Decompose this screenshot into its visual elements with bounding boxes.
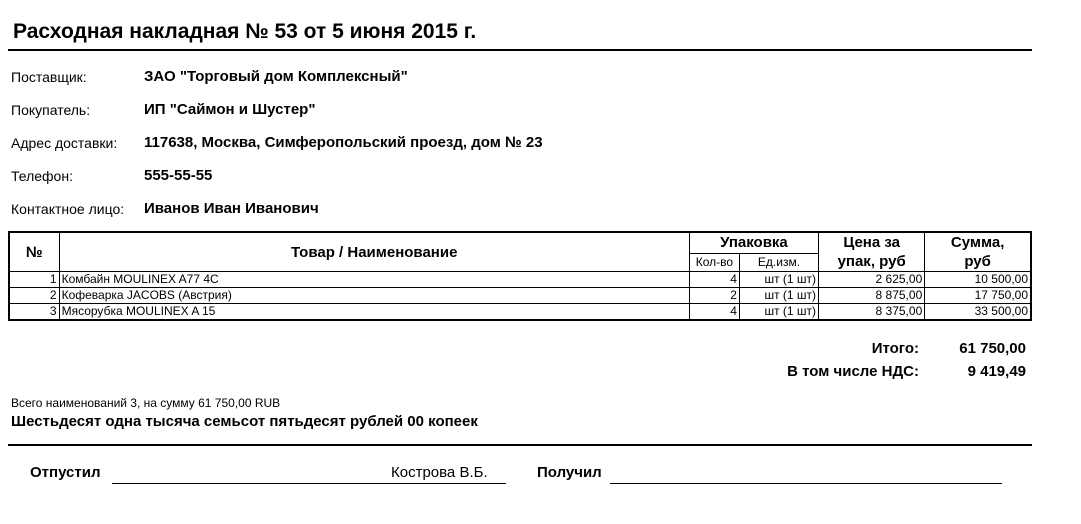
header-unit: Ед.изм. (739, 253, 818, 271)
title-divider (8, 49, 1032, 51)
supplier-value: ЗАО "Торговый дом Комплексный" (144, 68, 408, 85)
header-package: Упаковка (689, 232, 818, 253)
row-unit: шт (1 шт) (739, 272, 818, 288)
row-price: 8 375,00 (819, 304, 925, 321)
header-num: № (9, 232, 59, 272)
vat-value: 9 419,49 (967, 363, 1026, 380)
contact-label: Контактное лицо: (11, 201, 125, 217)
phone-label: Телефон: (11, 168, 73, 184)
header-price (819, 232, 925, 272)
header-sum-line2: руб (964, 253, 991, 270)
buyer-label: Покупатель: (11, 102, 91, 118)
row-sum: 33 500,00 (925, 304, 1031, 321)
document-title: Расходная накладная № 53 от 5 июня 2015 г. (13, 20, 477, 43)
bottom-divider (8, 444, 1032, 446)
released-name: Кострова В.Б. (391, 464, 488, 481)
row-num: 1 (9, 272, 59, 288)
row-name: Кофеварка JACOBS (Австрия) (59, 288, 689, 304)
supplier-label: Поставщик: (11, 69, 87, 85)
contact-value: Иванов Иван Иванович (144, 200, 319, 217)
phone-value: 555-55-55 (144, 167, 213, 184)
table-row (9, 288, 1031, 304)
released-label: Отпустил (30, 464, 101, 481)
header-price-line2: упак, руб (837, 253, 906, 270)
header-name: Товар / Наименование (59, 232, 689, 272)
received-signature-line (610, 483, 1002, 484)
header-price-line1: Цена за (843, 234, 900, 251)
row-name: Мясорубка MOULINEX A 15 (59, 304, 689, 321)
table-row (9, 304, 1031, 321)
received-label: Получил (537, 464, 602, 481)
address-label: Адрес доставки: (11, 135, 118, 151)
row-num: 3 (9, 304, 59, 321)
row-qty: 4 (689, 304, 739, 321)
row-num: 2 (9, 288, 59, 304)
row-unit: шт (1 шт) (739, 304, 818, 321)
row-qty: 2 (689, 288, 739, 304)
row-price: 8 875,00 (819, 288, 925, 304)
total-label: Итого: (871, 340, 919, 357)
header-sum (925, 232, 1031, 272)
released-signature-line (112, 483, 506, 484)
address-value: 117638, Москва, Симферопольский проезд, дом № 23 (144, 134, 543, 151)
row-qty: 4 (689, 272, 739, 288)
summary-count: Всего наименований 3, на сумму 61 750,00 RUB (11, 396, 281, 410)
row-name: Комбайн MOULINEX A77 4C (59, 272, 689, 288)
goods-table (8, 231, 1032, 321)
table-row (9, 272, 1031, 288)
vat-label: В том числе НДС: (787, 363, 919, 380)
buyer-value: ИП "Саймон и Шустер" (144, 101, 316, 118)
header-qty: Кол-во (689, 253, 739, 271)
row-unit: шт (1 шт) (739, 288, 818, 304)
header-sum-line1: Сумма, (950, 234, 1005, 251)
row-sum: 10 500,00 (925, 272, 1031, 288)
row-price: 2 625,00 (819, 272, 925, 288)
summary-amount-words: Шестьдесят одна тысяча семьсот пятьдесят рублей 00 копеек (11, 413, 478, 430)
row-sum: 17 750,00 (925, 288, 1031, 304)
total-value: 61 750,00 (959, 340, 1026, 357)
